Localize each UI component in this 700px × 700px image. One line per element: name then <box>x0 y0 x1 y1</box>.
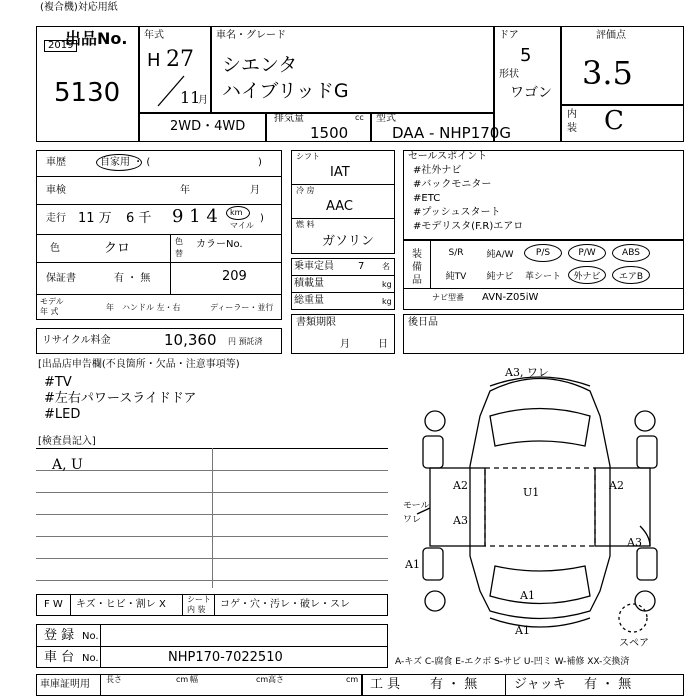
mileage-rest: 9 1 4 <box>172 206 218 227</box>
lot-label: 出品No. <box>65 29 128 48</box>
sales-point-item: #バックモニター <box>413 179 492 190</box>
shift-value: IAT <box>330 165 350 180</box>
diagram-label: A1 <box>405 558 420 571</box>
height-label: 高さ <box>268 675 284 684</box>
model-year-handle: ハンドル 左・右 <box>122 303 181 312</box>
equipment-power-windows: P/W <box>568 244 606 262</box>
fw-text: キズ・ヒビ・割レ X <box>76 599 166 610</box>
notes-item: #LED <box>44 407 81 422</box>
inspection-year: 年 <box>180 185 190 196</box>
notes-item: #左右パワースライドドア <box>44 391 197 406</box>
year-month: 11 <box>180 88 201 107</box>
spare-label: スペア <box>619 638 649 649</box>
diagram-label: A3 <box>453 514 468 527</box>
width-unit: cm <box>256 675 269 684</box>
history-options: 自家用 ・ ( <box>100 157 151 168</box>
diagram-label: ワレ <box>403 515 422 525</box>
shape-value: ワゴン <box>510 85 552 101</box>
equipment-label-2: 備 <box>412 262 422 273</box>
displacement-label: 排気量 <box>274 113 304 124</box>
history-label: 車歴 <box>46 157 66 168</box>
fw-seat-2: 内 装 <box>187 605 206 614</box>
equipment-navi: 純ナビ <box>486 271 514 282</box>
door-value: 5 <box>520 45 532 66</box>
retrofit-label: 後日品 <box>408 317 438 328</box>
load-unit: kg <box>382 280 392 289</box>
navi-model-label: ナビ型番 <box>432 293 464 302</box>
diagram-label: A2 <box>609 479 624 492</box>
docs-label: 書類期限 <box>296 317 336 328</box>
length-label: 長さ <box>106 675 122 684</box>
color-value: クロ <box>104 241 131 256</box>
inspector-label: [検査員記入] <box>38 436 96 447</box>
registration-no: No. <box>82 631 99 642</box>
diagram-label: A3, ワレ <box>505 366 549 379</box>
color-change-1: 色 <box>175 237 183 246</box>
car-name: シエンタ <box>222 54 298 76</box>
warranty-value: 有 ・ 無 <box>114 273 151 284</box>
diagram-label: U1 <box>523 486 540 499</box>
aircon-label: 冷 房 <box>296 186 315 195</box>
interior-label-2: 装 <box>567 123 577 134</box>
equipment-abs: ABS <box>612 244 650 262</box>
length-unit: cm <box>176 675 189 684</box>
garage-cert-label: 車庫証明用 <box>40 679 90 690</box>
model-label: 型式 <box>376 113 396 124</box>
sales-point-item: #プッシュスタート <box>413 207 501 218</box>
capacity-label: 乗車定員 <box>294 261 334 272</box>
rating-label: 評価点 <box>596 30 626 41</box>
width-label: 幅 <box>190 675 198 684</box>
fuel-label: 燃 料 <box>296 220 315 229</box>
jack-value: 有 ・ 無 <box>584 677 632 692</box>
weight-unit: kg <box>382 297 392 306</box>
load-label: 積載量 <box>294 278 324 289</box>
diagram-label: A2 <box>453 479 468 492</box>
equipment-alloy-wheels: 純A/W <box>486 249 514 260</box>
navi-model-value: AVN-Z05iW <box>482 292 539 303</box>
shape-label: 形状 <box>499 69 519 80</box>
interior-score: C <box>604 106 624 136</box>
warranty-label: 保証書 <box>46 273 76 284</box>
mileage-unit-km: km <box>230 208 243 217</box>
fw-seat-1: シート <box>187 595 211 604</box>
tools-label: 工 具 <box>370 677 401 692</box>
chassis-value: NHP170-7022510 <box>168 650 283 665</box>
diagram-label: モール <box>403 501 430 511</box>
diagram-label: A1 <box>515 624 530 637</box>
chassis-label: 車 台 <box>44 650 75 665</box>
year-month-unit: 月 <box>198 95 208 106</box>
tools-value: 有 ・ 無 <box>430 677 478 692</box>
lot-number: 5130 <box>54 78 121 108</box>
interior-label-1: 内 <box>567 109 577 120</box>
year-value: 27 <box>166 47 194 72</box>
car-grade: ハイブリッドG <box>222 80 349 102</box>
mileage-unit-mile: マイル <box>230 221 254 230</box>
door-label: ドア <box>499 30 519 41</box>
model-year-dealer: ディーラー・並行 <box>210 303 274 312</box>
model-value: DAA - NHP170G <box>392 124 511 142</box>
year-label: 年式 <box>144 30 164 41</box>
capacity-unit: 名 <box>382 262 390 271</box>
diagram-label: A1 <box>520 589 535 602</box>
weight-label: 総重量 <box>294 295 324 306</box>
sales-points-label: セールスポイント <box>408 151 488 162</box>
mileage-man: 11 万 <box>78 211 112 226</box>
equipment-sunroof: S/R <box>448 248 464 258</box>
model-year-year: 年 <box>106 303 114 312</box>
displacement-value: 1500 <box>310 124 349 142</box>
mileage-sen: 6 千 <box>126 211 152 226</box>
color-code: 209 <box>222 269 247 284</box>
height-unit: cm <box>346 675 359 684</box>
equipment-power-steering: P/S <box>524 244 562 262</box>
car-damage-diagram <box>395 356 685 656</box>
jack-label: ジャッキ <box>514 677 566 692</box>
equipment-label-3: 品 <box>412 275 422 286</box>
aircon-value: AAC <box>326 199 353 214</box>
lot-year-stamp: 2019 <box>44 40 77 52</box>
color-code-label: カラーNo. <box>196 239 243 250</box>
fw-text2: コゲ・穴・汚レ・破レ・スレ <box>220 599 350 610</box>
retrofit-block <box>403 314 684 354</box>
year-era: H <box>147 50 161 71</box>
capacity-value: 7 <box>358 261 365 272</box>
displacement-unit: cc <box>355 113 364 122</box>
car-label: 車名・グレード <box>216 30 286 41</box>
model-year-label-1: モデル <box>40 297 64 306</box>
sales-point-item: #ETC <box>413 193 441 204</box>
rating-score: 3.5 <box>582 54 633 92</box>
model-year-label-2: 年 式 <box>40 307 59 316</box>
sales-point-item: #モデリスタ(F.R)エアロ <box>413 221 524 232</box>
damage-legend: A-キズ C-腐食 E-エクボ S-サビ U-凹ミ W-補修 XX-交換済 <box>395 657 630 667</box>
history-close: ) <box>258 157 262 168</box>
notes-label: [出品店申告欄(不良箇所・欠品・注意事項等) <box>38 359 240 370</box>
equipment-label-1: 装 <box>412 249 422 260</box>
equipment-airbag: エアB <box>612 266 650 284</box>
diagram-label: A3 <box>627 536 642 549</box>
fw-label: F W <box>44 599 63 610</box>
inspector-text: A, U <box>52 457 83 473</box>
drive-type: 2WD・4WD <box>170 119 246 134</box>
header-text: (複合機)対応用紙 <box>40 2 118 13</box>
equipment-leather: 革シート <box>524 271 561 282</box>
inspection-label: 車検 <box>46 185 66 196</box>
equipment-tv: 純TV <box>445 271 467 282</box>
chassis-no: No. <box>82 653 99 664</box>
sales-point-item: #社外ナビ <box>413 165 462 176</box>
docs-month: 月 <box>340 339 350 350</box>
recycle-value: 10,360 <box>164 331 217 349</box>
registration-label: 登 録 <box>44 628 75 643</box>
color-label: 色 <box>50 243 60 254</box>
notes-item: #TV <box>44 375 72 390</box>
fuel-value: ガソリン <box>322 234 375 249</box>
docs-day: 日 <box>378 339 388 350</box>
recycle-unit: 円 預託済 <box>228 337 263 346</box>
mileage-label: 走行 <box>46 213 66 224</box>
inspection-month: 月 <box>250 185 260 196</box>
color-change-2: 替 <box>175 249 183 258</box>
shift-label: シフト <box>296 152 320 161</box>
equipment-aftermarket-navi: 外ナビ <box>568 266 606 284</box>
recycle-label: リサイクル料金 <box>42 335 111 346</box>
